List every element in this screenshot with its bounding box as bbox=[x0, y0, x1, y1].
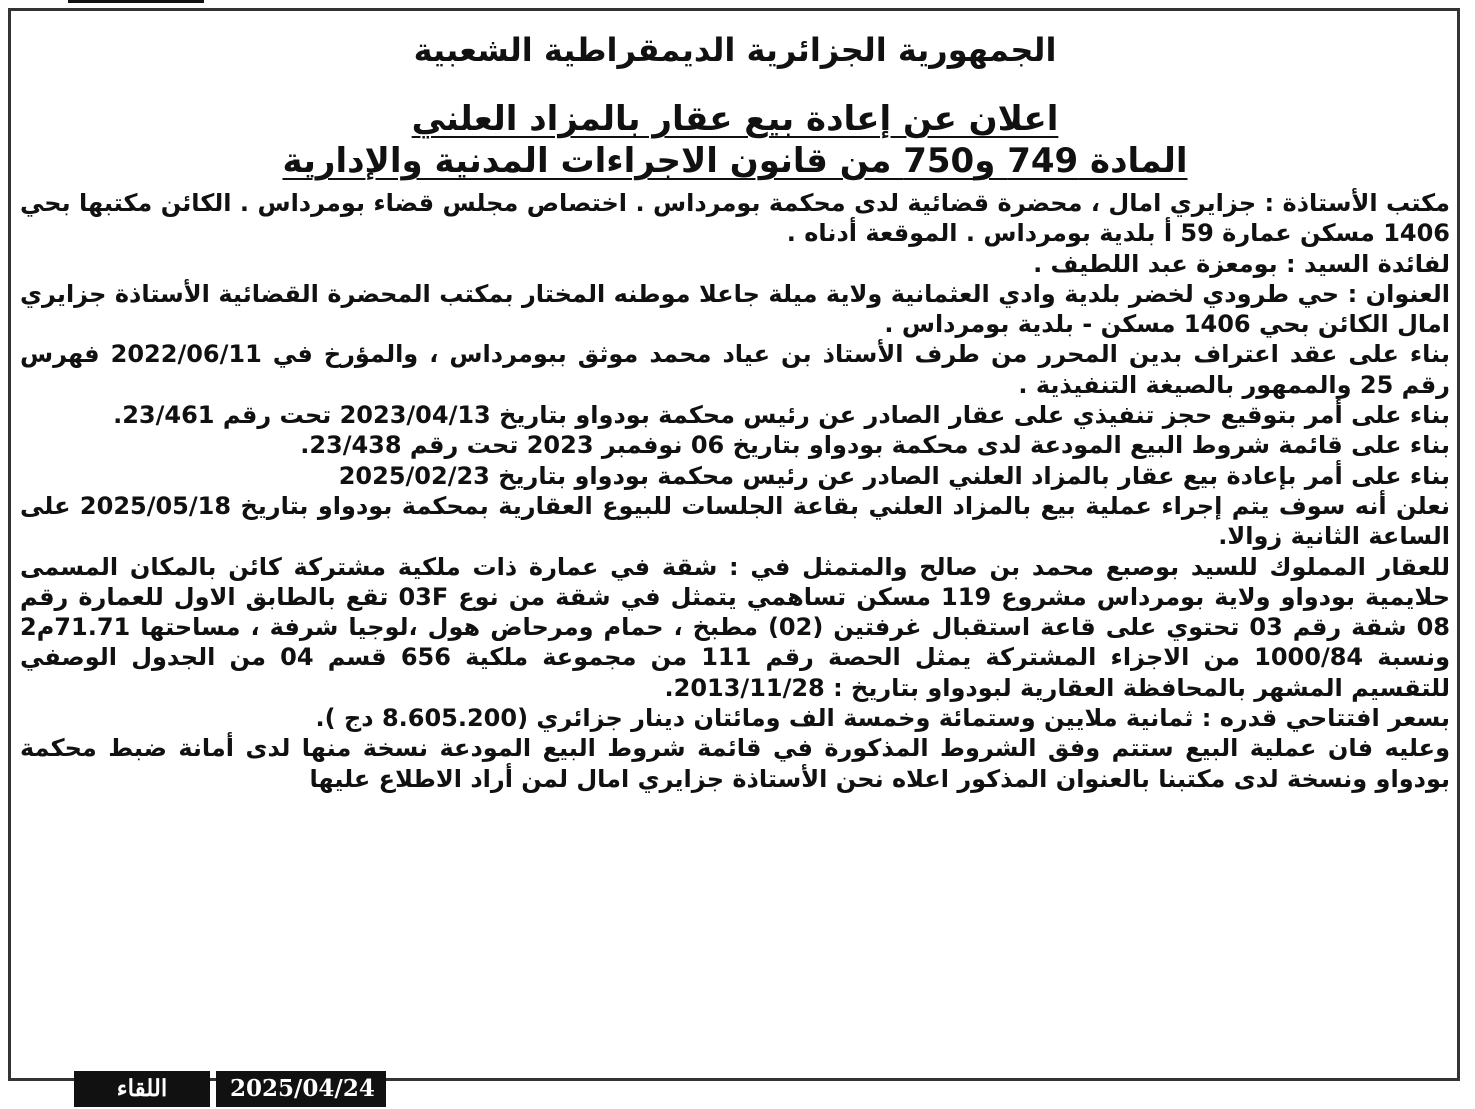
paragraph-seizure-order: بناء على أمر بتوقيع حجز تنفيذي على عقار الصادر عن رئيس محكمة بودواو بتاريخ 2023/04/13 تحت رقم 23/461. bbox=[113, 401, 1450, 430]
announcement-content bbox=[20, 22, 1450, 794]
paragraph-resale-order: بناء على أمر بإعادة بيع عقار بالمزاد العلني الصادر عن رئيس محكمة بودواو بتاريخ 2025/02/23 bbox=[338, 461, 1450, 490]
announcement-title-text: اعلان عن إعادة بيع عقار بالمزاد العلني bbox=[411, 99, 1059, 139]
paragraph-debt-deed: بناء على عقد اعتراف بدين المحرر من طرف الأستاذ بن عياد محمد موثق ببومرداس ، والمؤرخ في 2022/06/11 فهرس رقم 25 والممهور بالصيغة التنفيذية . bbox=[20, 340, 1450, 399]
paragraph-address: العنوان : حي طرودي لخضر بلدية وادي العثمانية ولاية ميلة جاعلا موطنه المختار بمكتب المحضرة القضائية الأستاذة جزايري امال الكائن بحي 1406 مسكن - بلدية بومرداس . bbox=[20, 279, 1450, 339]
top-edge-bar bbox=[68, 0, 204, 3]
paragraph-office: مكتب الأستاذة : جزايري امال ، محضرة قضائية لدى محكمة بومرداس . اختصاص مجلس قضاء بومرداس . الكائن مكتبها بحي 1406 مسكن عمارة 59 أ بلدية بومرداس . الموقعة أدناه . bbox=[20, 189, 1450, 248]
paragraph-closing: وعليه فان عملية البيع ستتم وفق الشروط المذكورة في قائمة شروط البيع المودعة نسخة منها لدى أمانة ضبط محكمة بودواو ونسخة لدى مكتبنا بالعنوان المذكور اعلاه نحن الأستاذة جزايري امال لمن أراد الاطلاع عليها bbox=[20, 734, 1450, 793]
paragraph-sale-conditions: بناء على قائمة شروط البيع المودعة لدى محكمة بودواو بتاريخ 06 نوفمبر 2023 تحت رقم 23/438. bbox=[300, 431, 1450, 460]
announcement-title bbox=[20, 98, 1450, 140]
paragraph-property-description: للعقار المملوك للسيد بوصبع محمد بن صالح والمتمثل في : شقة في عمارة ذات ملكية مشتركة كائن بالمكان المسمى حلايمية بودواو ولاية بومرداس مشروع 119 مسكن تساهمي يتمثل في شقة من نوع 03F تقع بالطابق الاول للعمارة رقم 08 شقة رقم 03 تحتوي على قاعة استقبال غرفتين (02) مطبخ ، حمام ومرحاض هول ،لوجيا شرفة ، مساحتها 71.71م2 ونسبة 1000/84 من الاجزاء المشتركة يمثل الحصة رقم 111 من مجموعة ملكية 656 قسم 04 من الجدول الوصفي للتقسيم المشهر بالمحافظة العقارية لبودواو بتاريخ : 2013/11/28. bbox=[20, 552, 1450, 702]
paragraph-beneficiary: لفائدة السيد : بومعزة عبد اللطيف . bbox=[1033, 249, 1450, 278]
republic-heading: الجمهورية الجزائرية الديمقراطية الشعبية bbox=[413, 31, 1057, 69]
publication-footer bbox=[74, 1071, 386, 1107]
legal-article-text: المادة 749 و750 من قانون الاجراءات المدنية والإدارية bbox=[282, 141, 1188, 181]
paragraph-auction-date: نعلن أنه سوف يتم إجراء عملية بيع بالمزاد العلني بقاعة الجلسات للبيوع العقارية بمحكمة بودواو بتاريخ 2025/05/18 على الساعة الثانية زوالا. bbox=[20, 491, 1450, 551]
newspaper-name: اللقاء bbox=[74, 1071, 210, 1107]
legal-article-reference bbox=[20, 140, 1450, 182]
announcement-body bbox=[20, 188, 1450, 794]
paragraph-opening-price: بسعر افتتاحي قدره : ثمانية ملايين وستمائة وخمسة الف ومائتان دينار جزائري (8.605.200 دج ). bbox=[315, 704, 1450, 733]
publication-date: 2025/04/24 bbox=[216, 1071, 386, 1107]
